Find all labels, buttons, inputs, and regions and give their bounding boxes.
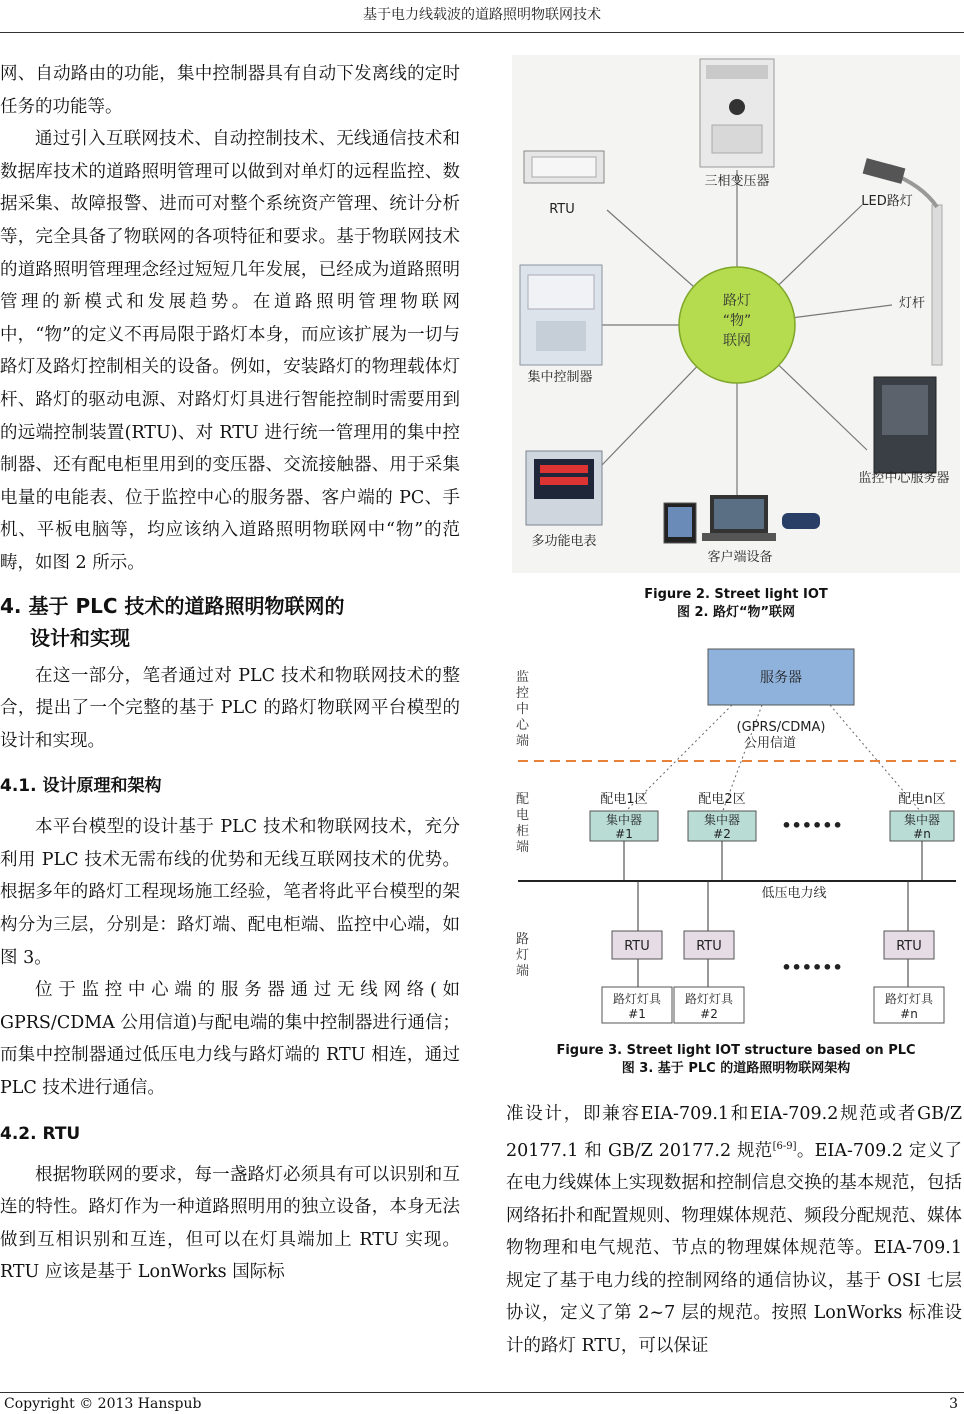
channel-label-1: (GPRS/CDMA) [736, 720, 826, 735]
figure-3-caption-en: Figure 3. Street light IOT structure based on PLC [556, 1043, 916, 1058]
side-label-monitor-center: 监控中心端 [516, 670, 530, 749]
lamp-1 [602, 987, 672, 1023]
center-label-line3: 联网 [723, 333, 751, 349]
label-server: 监控中心服务器 [858, 471, 950, 486]
right-column [506, 1098, 962, 1363]
label-rtu: RTU [549, 202, 575, 217]
svg-text:#2: #2 [700, 1007, 718, 1021]
concentrator-2 [688, 811, 756, 841]
figure-3-caption-cn: 图 3. 基于 PLC 的道路照明物联网架构 [621, 1061, 851, 1076]
label-concentrator: 集中控制器 [527, 370, 593, 385]
page-number: 3 [949, 1396, 958, 1412]
power-meter-icon [526, 451, 602, 525]
client-devices-icon [664, 495, 820, 543]
label-pole: 灯杆 [898, 296, 926, 311]
footer-copyright: Copyright © 2013 Hanspub [4, 1396, 202, 1412]
figure-2-caption-en: Figure 2. Street light IOT [644, 587, 828, 602]
svg-text:路灯灯具: 路灯灯具 [684, 992, 734, 1006]
svg-text:#n: #n [900, 1007, 918, 1021]
paragraph-continued: 网、自动路由的功能，集中控制器具有自动下发离线的定时任务的功能等。 [0, 64, 460, 117]
running-header: 基于电力线载波的道路照明物联网技术 [363, 7, 601, 23]
label-client: 客户端设备 [707, 550, 773, 565]
paragraph-section-4-intro: 在这一部分，笔者通过对 PLC 技术和物联网技术的整合，提出了一个完整的基于 PLC 的路灯物联网平台模型的设计和实现。 [0, 665, 460, 751]
ellipsis-rtu: •••••• [781, 958, 843, 977]
rtu-1 [612, 931, 662, 959]
section-4-heading [0, 590, 460, 654]
concentrator-n [890, 811, 954, 841]
server-icon [874, 377, 936, 473]
side-label-distribution: 配电柜端 [516, 792, 530, 855]
label-led-lamp: LED路灯 [861, 194, 913, 209]
side-label-streetlight: 路灯端 [516, 932, 530, 979]
footer-divider [0, 1392, 964, 1393]
rtu-2 [684, 931, 734, 959]
paragraph-lonworks-part2: 。EIA-709.2 定义了在电力线媒体上实现数据和控制信息交换的基本规范，包括网络拓扑和配置规则、物理媒体规范、频段分配规范、媒体物物理和电气规范、节点的物理媒体规范等。EIA-709.1 规定了基于电力线的控制网络的通信协议，基于 OSI 七层协议，定义了第 2~7 层的规范。按照 LonWorks 标准设计的路灯 RTU，可以保证 [506, 1140, 962, 1356]
subsection-4-1-heading: 4.1. 设计原理和架构 [0, 776, 162, 797]
label-transformer: 三相变压器 [704, 174, 770, 189]
svg-text:RTU: RTU [896, 939, 922, 954]
svg-text:路灯灯具: 路灯灯具 [612, 992, 662, 1006]
left-column [0, 58, 460, 1289]
lamp-n [874, 987, 944, 1023]
svg-text:集中器: 集中器 [903, 813, 941, 827]
section-4-heading-line2: 设计和实现 [30, 625, 130, 650]
zone-n-label: 配电n区 [898, 792, 946, 807]
zone-1-label: 配电1区 [600, 792, 648, 807]
subsection-4-2-heading: 4.2. RTU [0, 1123, 81, 1144]
rtu-n [884, 931, 934, 959]
led-street-lamp-icon [863, 158, 942, 365]
server-label: 服务器 [760, 670, 802, 686]
section-4-heading-line1: 4. 基于 PLC 技术的道路照明物联网的 [0, 593, 345, 618]
concentrator-icon [520, 265, 602, 365]
paragraph-lonworks-part1: 准设计，即兼容EIA-709.1和EIA-709.2规范或者GB/Z 20177.1 和 GB/Z 20177.2 规范 [506, 1104, 962, 1161]
svg-text:集中器: 集中器 [605, 813, 643, 827]
citation-6-9: [6-9] [772, 1140, 797, 1152]
svg-text:#n: #n [913, 827, 931, 841]
figure-2-diagram [512, 55, 960, 573]
figure-3-caption [512, 1042, 960, 1078]
center-label-line1: 路灯 [723, 293, 751, 309]
lamp-2 [674, 987, 744, 1023]
svg-text:RTU: RTU [624, 939, 650, 954]
svg-text:#1: #1 [615, 827, 633, 841]
figure-3-architecture [512, 643, 960, 1033]
label-meter: 多功能电表 [531, 534, 597, 549]
ellipsis-concentrators: •••••• [781, 816, 843, 835]
paragraph-architecture: 本平台模型的设计基于 PLC 技术和物联网技术，充分利用 PLC 技术无需布线的优势和无线互联网技术的优势。根据多年的路灯工程现场施工经验，笔者将此平台模型的架构分为三层，分别是：路灯端、配电柜端、监控中心端，如图 3。 [0, 817, 460, 968]
figure-2-caption-cn: 图 2. 路灯“物”联网 [676, 605, 796, 620]
svg-text:集中器: 集中器 [703, 813, 741, 827]
svg-text:路灯灯具: 路灯灯具 [884, 992, 934, 1006]
center-label-line2: “物” [722, 313, 752, 329]
svg-text:#1: #1 [628, 1007, 646, 1021]
channel-label-2: 公用信道 [743, 736, 797, 751]
svg-text:#2: #2 [713, 827, 731, 841]
header-divider [0, 32, 964, 33]
figure-2-caption [512, 586, 960, 622]
transformer-icon [700, 59, 774, 167]
paragraph-iot-lighting: 通过引入互联网技术、自动控制技术、无线通信技术和数据库技术的道路照明管理可以做到对单灯的远程监控、数据采集、故障报警、进而可对整个系统资产管理、统计分析等，完全具备了物联网的各项特征和要求。基于物联网技术的道路照明管理理念经过短短几年发展，已经成为道路照明管理的新模式和发展趋势。在道路照明管理物联网中，“物”的定义不再局限于路灯本身，而应该扩展为一切与路灯及路灯控制相关的设备。例如，安装路灯的物理载体灯杆、路灯的驱动电源、对路灯灯具进行智能控制时需要用到的远端控制装置(RTU)、对 RTU 进行统一管理用的集中控制器、还有配电柜里用到的变压器、交流接触器、用于采集电量的电能表、位于监控中心的服务器、客户端的 PC、手机、平板电脑等，均应该纳入道路照明物联网中“物”的范畴，如图 2 所示。 [0, 129, 460, 573]
paragraph-rtu: 根据物联网的要求，每一盏路灯必须具有可以识别和互连的特性。路灯作为一种道路照明用的独立设备，本身无法做到互相识别和互连，但可以在灯具端加上 RTU 实现。RTU 应该是基于 LonWorks 国际标 [0, 1164, 460, 1283]
paragraph-communication: 位于监控中心端的服务器通过无线网络(如 GPRS/CDMA 公用信道)与配电端的集中控制器进行通信；而集中控制器通过低压电力线与路灯端的 RTU 相连，通过 PLC 技术进行通信。 [0, 980, 460, 1099]
figure-2-street-light-iot [512, 55, 960, 573]
zone-2-label-text: 配电2区 [698, 792, 746, 807]
paragraph-lonworks-standards [506, 1098, 962, 1363]
power-line-label: 低压电力线 [761, 886, 827, 901]
concentrator-1 [590, 811, 658, 841]
figure-3-diagram [512, 643, 960, 1033]
svg-text:RTU: RTU [696, 939, 722, 954]
rtu-device-icon [524, 151, 604, 183]
